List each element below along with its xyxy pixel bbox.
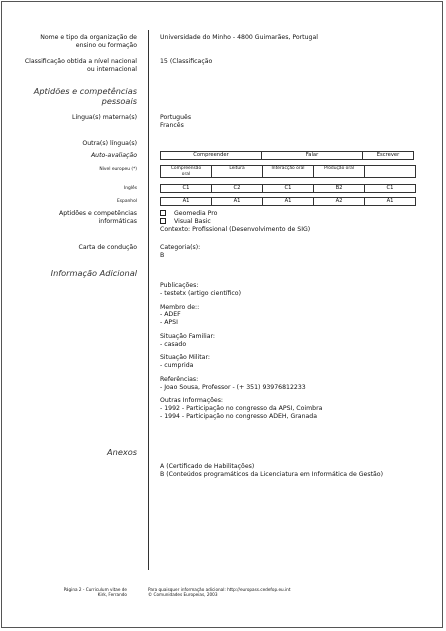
language-name: Inglês: [123, 186, 137, 191]
section-aptidoes-line: Aptidões e competências: [33, 86, 137, 96]
driving-license-category-label: Categoria(s):: [160, 244, 201, 251]
family-status-title: Situação Familiar:: [160, 332, 216, 340]
level-cell: C1: [263, 185, 314, 193]
checkbox-icon: [160, 218, 166, 224]
membership-title: Membro de::: [160, 303, 200, 311]
mother-tongue-item: Francês: [160, 121, 184, 129]
section-anexos: Anexos: [107, 447, 137, 457]
computer-skills-label-line: informáticas: [98, 217, 137, 225]
sub-escrita: [365, 166, 416, 178]
language-header-table: [160, 151, 414, 160]
annexes-list: [160, 463, 383, 479]
section-aptidoes-line: pessoais: [101, 96, 137, 107]
checkbox-icon: [160, 210, 166, 216]
footer-left: [64, 587, 127, 597]
sub-compreensao-line: oral: [181, 171, 191, 177]
header-falar: Falar: [262, 152, 363, 160]
level-cell: C1: [161, 185, 212, 193]
footer-left-line: Página 2 - Curriculum vitae de: [63, 587, 127, 592]
org-label-line: ensino ou formação: [75, 41, 137, 49]
classification-label-line: Classificação obtida a nível nacional: [24, 58, 137, 65]
footer-right-line: Para quaisquer informação adicional: http://europass.cedefop.eu.int: [148, 587, 291, 592]
section-info-adicional: Informação Adicional: [50, 268, 137, 278]
org-label: [40, 34, 137, 50]
org-label-line: Nome e tipo da organização de: [40, 34, 137, 41]
computer-skill-text: Geomedia Pro: [174, 210, 218, 217]
other-info-title: Outras Informações:: [160, 397, 224, 405]
computer-skill-text: Visual Basic: [174, 217, 211, 225]
org-value: Universidade do Minho - 4800 Guimarães, Portugal: [160, 34, 318, 41]
computer-skills-label: [59, 210, 137, 226]
section-aptidoes: [34, 86, 137, 107]
column-divider: [148, 30, 149, 570]
level-cell: A1: [263, 198, 314, 206]
computer-skills-values: [160, 210, 310, 233]
level-cell: A1: [212, 198, 263, 206]
military-status-title: Situação Militar:: [160, 354, 210, 362]
membership-item: - ADEF: [160, 311, 181, 319]
military-status-item: - cumprida: [160, 362, 194, 369]
annex-item: B (Conteúdos programáticos da Licenciatura em Informática de Gestão): [160, 470, 383, 478]
mother-tongue-label: Língua(s) materna(s): [72, 114, 137, 121]
additional-info-block: [160, 282, 322, 421]
footer-right: [148, 587, 290, 597]
annex-item: A (Certificado de Habilitações): [160, 463, 255, 470]
level-cell: A1: [161, 198, 212, 206]
level-cell: A2: [314, 198, 365, 206]
driving-license-category: B: [160, 251, 165, 259]
family-status-item: - casado: [160, 340, 187, 348]
driving-license-label: Carta de condução: [78, 244, 137, 251]
computer-skill-item: [160, 210, 310, 218]
sub-interaccao-oral: Interacção oral: [263, 166, 314, 178]
classification-value: 15 (Classificação: [160, 58, 213, 65]
header-compreender: Compreender: [161, 152, 262, 160]
references-title: Referências:: [160, 375, 199, 383]
classification-label: [25, 58, 137, 74]
mother-tongue-item: Português: [160, 114, 192, 121]
language-row: [160, 184, 416, 193]
footer-left-line: Kirk, Ferrando: [97, 592, 127, 598]
publications-title: Publicações:: [160, 282, 199, 289]
level-cell: A1: [365, 198, 416, 206]
other-info-item: - 1994 - Participação no congresso ADEH, Granada: [160, 412, 318, 420]
computer-skills-label-line: Aptidões e competências: [58, 210, 137, 217]
computer-skill-item: [160, 218, 310, 226]
other-info-item: - 1992 - Participação no congresso da APSI, Coimbra: [160, 405, 323, 412]
membership-item: - APSI: [160, 319, 178, 326]
language-row: [160, 197, 416, 206]
sub-compreensao-line: Compreensão: [170, 166, 202, 171]
level-cell: C1: [365, 185, 416, 193]
references-item: - Joao Sousa, Professor - (+ 351) 93976812233: [160, 383, 306, 391]
level-cell: B2: [314, 185, 365, 193]
footer-right-line: © Comunidades Europeias, 2003: [148, 592, 218, 598]
language-name: Espanhol: [116, 199, 137, 204]
sub-leitura: Leitura: [212, 166, 263, 178]
other-languages-label: Outra(s) língua(s): [82, 140, 137, 147]
classification-label-line: ou internacional: [86, 65, 137, 73]
publications-item: - testetx (artigo científico): [160, 289, 242, 297]
language-subheader-table: [160, 165, 416, 178]
level-cell: C2: [212, 185, 263, 193]
driving-license-values: [160, 244, 200, 260]
self-assessment-label: Auto-avaliação: [90, 152, 137, 159]
mother-tongue-values: [160, 114, 191, 130]
sub-compreensao-oral: [161, 166, 212, 178]
sub-producao-oral: Produção oral: [314, 166, 365, 178]
european-level-label: Nível europeu (*): [99, 167, 137, 172]
computer-skills-context: Contexto: Profissional (Desenvolvimento de SIG): [160, 225, 311, 233]
header-escrever: Escrever: [363, 152, 414, 160]
